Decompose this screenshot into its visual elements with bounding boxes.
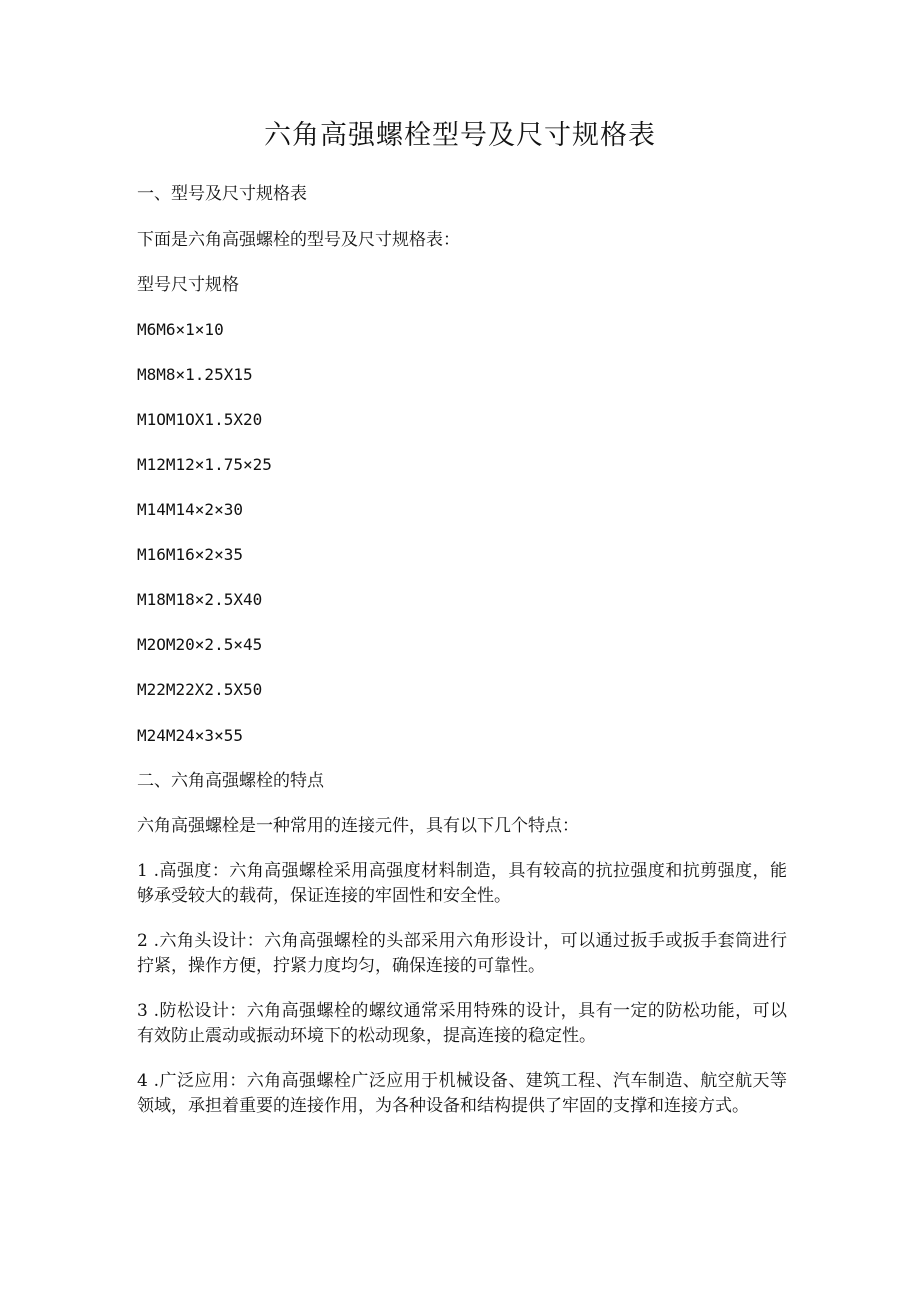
features-intro: 六角高强螺栓是一种常用的连接元件，具有以下几个特点：	[137, 816, 579, 836]
spec-row: M12M12×1.75×25	[137, 455, 272, 474]
spec-row: M8M8×1.25X15	[137, 365, 253, 384]
spec-row: M18M18×2.5X40	[137, 590, 263, 609]
section-heading-features: 二、六角高强螺栓的特点	[137, 771, 324, 791]
table-header: 型号尺寸规格	[137, 275, 239, 295]
spec-row: M2OM20×2.5×45	[137, 635, 263, 654]
spec-row: M24M24×3×55	[137, 726, 243, 745]
table-intro: 下面是六角高强螺栓的型号及尺寸规格表：	[137, 230, 460, 250]
feature-paragraph: 4 .广泛应用：六角高强螺栓广泛应用于机械设备、建筑工程、汽车制造、航空航天等领域，承担着重要的连接作用，为各种设备和结构提供了牢固的支撑和连接方式。	[137, 1071, 787, 1116]
spec-row: M1OM1OX1.5X20	[137, 410, 263, 429]
spec-row: M22M22X2.5X50	[137, 680, 263, 699]
feature-paragraph: 2 .六角头设计：六角高强螺栓的头部采用六角形设计，可以通过扳手或扳手套筒进行拧紧，操作方便，拧紧力度均匀，确保连接的可靠性。	[137, 931, 787, 976]
spec-row: M6M6×1×10	[137, 320, 224, 339]
section-heading-models: 一、型号及尺寸规格表	[137, 184, 307, 204]
feature-paragraph: 1 .高强度：六角高强螺栓采用高强度材料制造，具有较高的抗拉强度和抗剪强度，能够承受较大的载荷，保证连接的牢固性和安全性。	[137, 861, 787, 906]
feature-paragraph: 3 .防松设计：六角高强螺栓的螺纹通常采用特殊的设计，具有一定的防松功能，可以有效防止震动或振动环境下的松动现象，提高连接的稳定性。	[137, 1001, 787, 1046]
spec-row: M16M16×2×35	[137, 545, 243, 564]
spec-row: M14M14×2×30	[137, 500, 243, 519]
document-title: 六角高强螺栓型号及尺寸规格表	[264, 120, 656, 151]
